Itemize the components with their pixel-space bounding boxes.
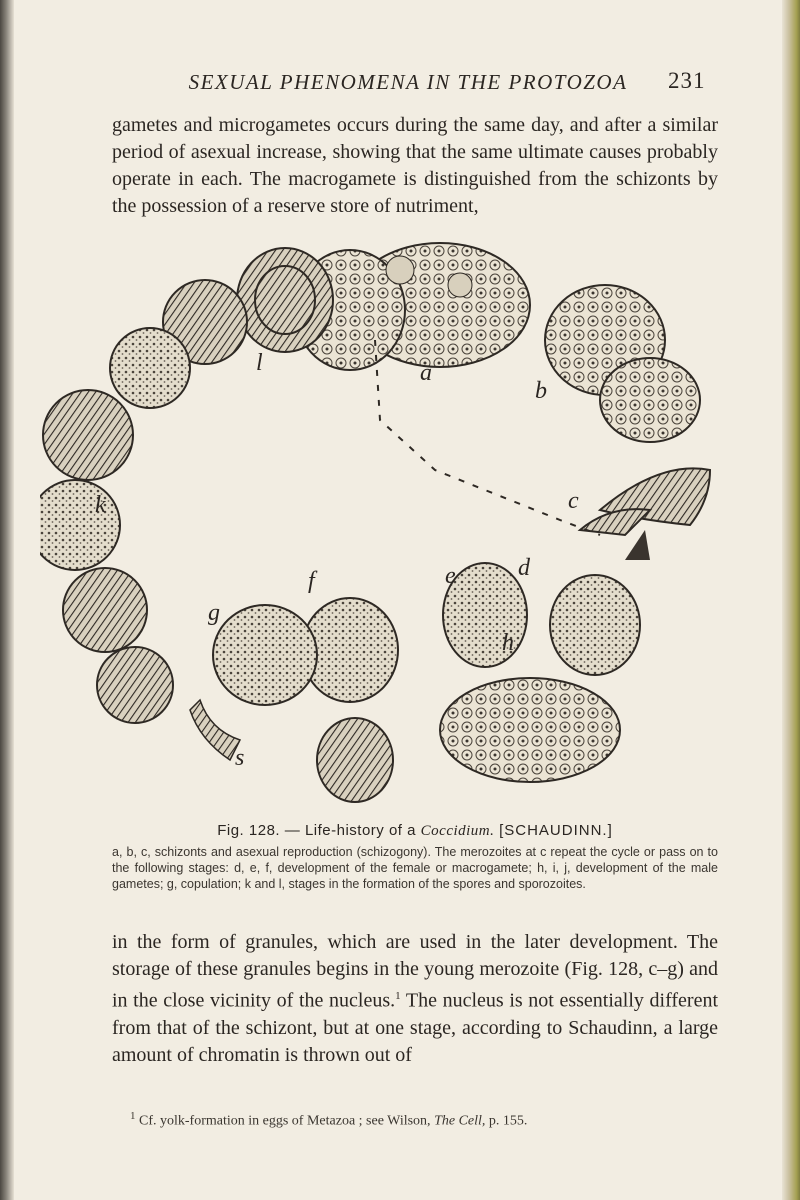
label-e: e [445,563,456,589]
footnote-marker: 1 [130,1110,136,1122]
footnote-text-before: Cf. yolk-formation in eggs of Metazoa ; see Wilson, [135,1113,435,1129]
caption-fig-label: Fig. 128. — [217,822,301,839]
stage-s-sporocyst [317,718,393,802]
footnote-cited-title: The Cell, [434,1113,486,1129]
stage-l-spore-formation [237,248,333,352]
label-a: a [420,360,432,386]
label-k: k [95,492,106,518]
label-c: c [568,488,579,514]
footnote-text-after: p. 155. [485,1113,528,1129]
page-edge-right [782,0,800,1200]
stage-g-copulation [190,605,317,760]
label-d: d [518,555,530,581]
stage-d-young-macrogamete [550,530,650,675]
label-s: s [235,745,245,771]
body-paragraph-bottom [112,929,718,1069]
caption-title-prefix: Life-history of a [304,822,416,839]
page-gutter-left [0,0,14,1200]
footnote [130,1110,690,1130]
body-paragraph-top: gametes and microgametes occurs during the same day, and after a similar period of asexual increase, showing that the same ultimate causes probably operate in each. The macrogamete is distinguished from the schizonts by the possession of a reserve store of nutriment, [112,114,718,217]
stage-b-schizont [545,285,700,442]
figure-coccidium-life-history [40,230,720,820]
label-h: h [502,630,514,656]
label-l: l [256,350,263,376]
label-f: f [308,568,315,594]
footnote-reference[interactable]: 1 [395,990,401,1002]
caption-genus: Coccidium. [420,823,495,839]
figure-caption [112,822,718,892]
caption-attribution: [SCHAUDINN.] [499,822,613,839]
label-b: b [535,378,547,404]
body-text-part-1: in the form of granules, which are used in the later development. The storage of these granules begins in the young merozoite (Fig. 128, c–g) and in the close vicinity of the nucleus. [112,931,718,1012]
body-text-part-2: The nucleus is not essentially different from that of the schizont, but at one stage, according to Schaudinn, a large amount of chromatin is thrown out of [112,989,719,1066]
figure-illustration [40,230,720,820]
stage-h-male-gametes [440,678,620,782]
page-number: 231 [668,68,706,93]
label-g: g [208,600,220,626]
caption-title [112,822,718,840]
running-header: SEXUAL PHENOMENA IN THE PROTOZOA [188,70,628,94]
caption-body: a, b, c, schizonts and asexual reproduction (schizogony). The merozoites at c repeat the cycle or pass on to the following stages: d, e, f, development of the female or macrogamete; h, i, j, development of the male gametes; g, copulation; k and l, stages in the formation of the spores and sporozoites. [112,845,718,891]
stage-c-merozoites [580,468,710,535]
